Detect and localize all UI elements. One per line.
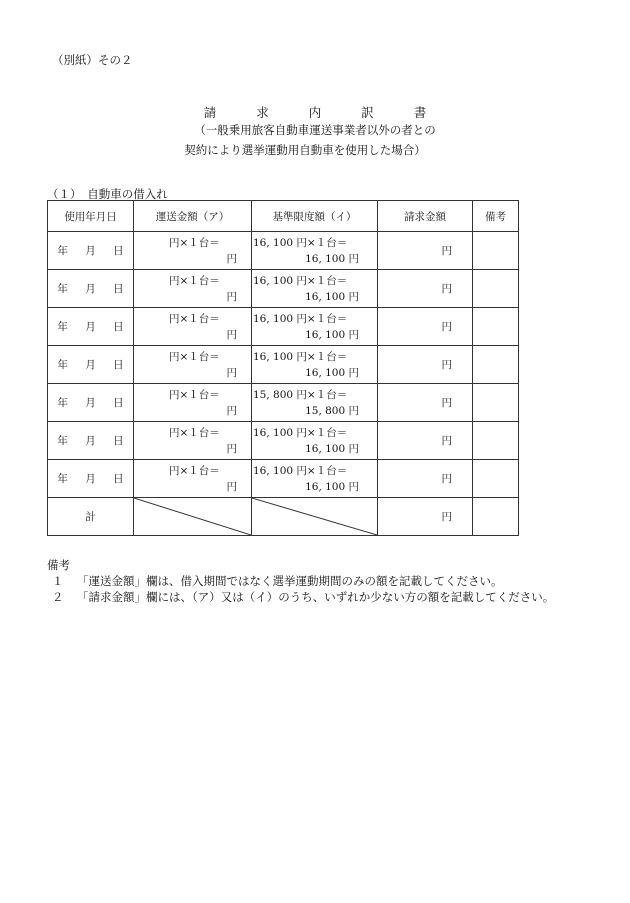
total-base-struck [252, 498, 378, 536]
claim-amount[interactable]: 円 [378, 232, 473, 270]
row-note[interactable] [473, 308, 519, 346]
usage-date[interactable]: 年 月 日 [48, 308, 134, 346]
base-limit-cell [252, 422, 378, 460]
base-amount: 16, 100 円 [305, 481, 359, 493]
remarks-heading: 備考 [47, 558, 70, 572]
base-formula: 16, 100 円×１台＝ [253, 351, 348, 363]
row-note[interactable] [473, 270, 519, 308]
title-char: 求 [256, 105, 269, 120]
remark-number: １ [52, 574, 64, 588]
claim-amount[interactable]: 円 [378, 270, 473, 308]
base-formula: 15, 800 円×１台＝ [253, 389, 348, 401]
fare-amount: 円 [226, 291, 237, 303]
total-claim[interactable]: 円 [378, 498, 473, 536]
row-note[interactable] [473, 422, 519, 460]
fare-cell[interactable] [134, 232, 252, 270]
document-subtitle [0, 120, 630, 160]
base-limit-cell [252, 232, 378, 270]
table-body [48, 232, 519, 498]
usage-date[interactable]: 年 月 日 [48, 460, 134, 498]
total-row [48, 498, 519, 536]
base-amount: 15, 800 円 [305, 405, 359, 417]
subtitle-line: （一般乗用旅客自動車運送事業者以外の者との [194, 123, 436, 137]
fare-cell[interactable] [134, 460, 252, 498]
base-amount: 16, 100 円 [305, 291, 359, 303]
claim-amount[interactable]: 円 [378, 422, 473, 460]
row-note[interactable] [473, 460, 519, 498]
fare-formula: 円×１台＝ [169, 237, 220, 249]
row-note[interactable] [473, 346, 519, 384]
usage-date[interactable]: 年 月 日 [48, 384, 134, 422]
base-amount: 16, 100 円 [305, 367, 359, 379]
header-note: （別紙）その２ [52, 53, 133, 67]
total-label: 計 [48, 498, 134, 536]
remark-number: ２ [52, 590, 64, 604]
claim-amount[interactable]: 円 [378, 308, 473, 346]
base-limit-cell [252, 460, 378, 498]
title-char: 訳 [361, 105, 374, 120]
base-limit-cell [252, 308, 378, 346]
remark-text: 「運送金額」欄は、借入期間ではなく選挙運動期間のみの額を記載してください。 [77, 574, 503, 588]
base-limit-cell [252, 384, 378, 422]
table-header-row [48, 201, 519, 232]
subtitle-line: 契約により選挙運動用自動車を使用した場合） [184, 143, 426, 157]
base-limit-cell [252, 270, 378, 308]
base-formula: 16, 100 円×１台＝ [253, 465, 348, 477]
table-row [48, 346, 519, 384]
fare-amount: 円 [226, 443, 237, 455]
claim-amount[interactable]: 円 [378, 384, 473, 422]
base-formula: 16, 100 円×１台＝ [253, 427, 348, 439]
remark-item [47, 589, 554, 605]
document-title [0, 103, 630, 121]
fare-amount: 円 [226, 329, 237, 341]
usage-date[interactable]: 年 月 日 [48, 422, 134, 460]
usage-date[interactable]: 年 月 日 [48, 346, 134, 384]
fare-formula: 円×１台＝ [169, 351, 220, 363]
fare-amount: 円 [226, 367, 237, 379]
table-row [48, 460, 519, 498]
base-amount: 16, 100 円 [305, 443, 359, 455]
breakdown-table [47, 200, 519, 536]
fare-cell[interactable] [134, 422, 252, 460]
table-row [48, 270, 519, 308]
fare-formula: 円×１台＝ [169, 465, 220, 477]
fare-amount: 円 [226, 405, 237, 417]
base-formula: 16, 100 円×１台＝ [253, 313, 348, 325]
header-date: 使用年月日 [48, 201, 134, 232]
table-row [48, 422, 519, 460]
fare-cell[interactable] [134, 384, 252, 422]
title-char: 書 [413, 105, 427, 120]
row-note[interactable] [473, 384, 519, 422]
fare-amount: 円 [226, 481, 237, 493]
section-title: （１） 自動車の借入れ [47, 187, 168, 201]
base-amount: 16, 100 円 [305, 253, 359, 265]
fare-formula: 円×１台＝ [169, 275, 220, 287]
usage-date[interactable]: 年 月 日 [48, 232, 134, 270]
claim-amount[interactable]: 円 [378, 346, 473, 384]
fare-formula: 円×１台＝ [169, 389, 220, 401]
remark-item [47, 573, 554, 589]
header-fare: 運送金額（ア） [134, 201, 252, 232]
fare-formula: 円×１台＝ [169, 313, 220, 325]
header-note: 備考 [473, 201, 519, 232]
table-row [48, 308, 519, 346]
base-formula: 16, 100 円×１台＝ [253, 237, 348, 249]
title-char: 内 [308, 105, 322, 120]
remarks [47, 557, 554, 605]
header-base: 基準限度額（イ） [252, 201, 378, 232]
remark-text: 「請求金額」欄には、（ア）又は（イ）のうち、いずれか少ない方の額を記載してください。 [77, 590, 555, 604]
base-amount: 16, 100 円 [305, 329, 359, 341]
total-note[interactable] [473, 498, 519, 536]
base-formula: 16, 100 円×１台＝ [253, 275, 348, 287]
table-row [48, 232, 519, 270]
usage-date[interactable]: 年 月 日 [48, 270, 134, 308]
base-limit-cell [252, 346, 378, 384]
total-fare-struck [134, 498, 252, 536]
claim-amount[interactable]: 円 [378, 460, 473, 498]
fare-formula: 円×１台＝ [169, 427, 220, 439]
fare-cell[interactable] [134, 270, 252, 308]
fare-amount: 円 [226, 253, 237, 265]
title-char: 請 [203, 105, 217, 120]
header-claim: 請求金額 [378, 201, 473, 232]
fare-cell[interactable] [134, 308, 252, 346]
table-row [48, 384, 519, 422]
row-note[interactable] [473, 232, 519, 270]
fare-cell[interactable] [134, 346, 252, 384]
